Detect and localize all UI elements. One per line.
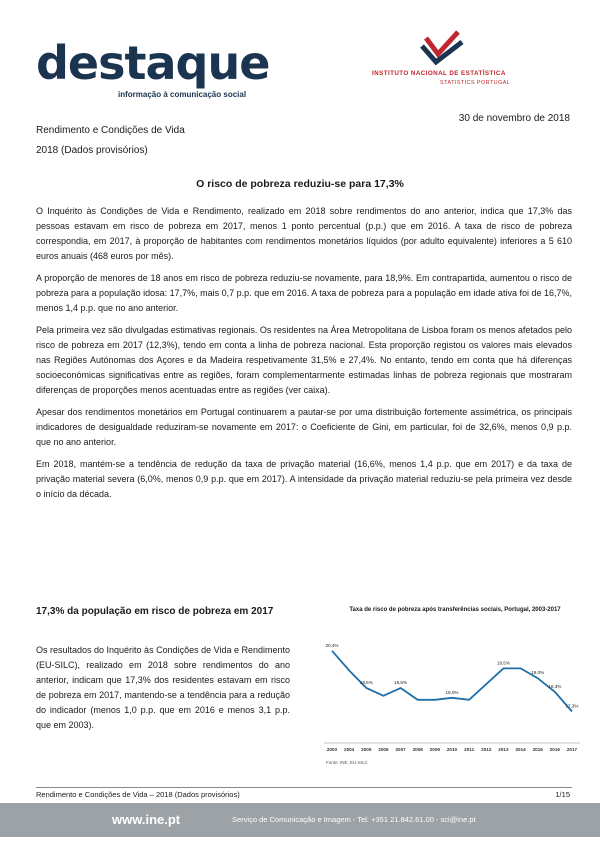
x-tick-label: 2014 [515,747,526,752]
x-tick-label: 2008 [412,747,423,752]
x-tick-label: 2010 [446,747,458,752]
paragraph: O Inquérito às Condições de Vida e Rendimento, realizado em 2018 sobre rendimentos do ano anterior, indica que 17,3% das pessoas estavam em risco de pobreza em 2017, menos 1 ponto percentual (p.p.) que em 2016. A taxa de risco de pobreza correspondia, em 2017, à proporção de habitantes com rendimentos monetários líquidos (por adulto equivalente) inferiores a 5 610 euros anuais (468 euros por mês). [36,206,572,261]
ine-emblem-icon [420,28,464,68]
x-tick-label: 2013 [498,747,509,752]
data-label: 18,5% [359,680,373,685]
data-label: 19,5% [496,660,510,666]
x-tick-label: 2015 [532,747,543,752]
x-tick-label: 2009 [429,747,440,752]
institute-name: INSTITUTO NACIONAL DE ESTATÍSTICA [372,70,506,77]
x-tick-label: 2016 [549,747,560,752]
poverty-rate-line-chart [310,625,590,765]
footer-publication: Rendimento e Condições de Vida – 2018 (Dados provisórios) [36,790,240,799]
paragraph: Pela primeira vez são divulgadas estimativas regionais. Os residentes na Área Metropolitana de Lisboa foram os menos afetados pelo risco de pobreza em 2017 (12,3%), tendo em conta a linha de pobreza nacional. Esta proporção registou os valores mais elevados nas Regiões Autónomas dos Açores e da Madeira respetivamente 31,5% e 27,4%. No entanto, tendo em conta que há diferenças socioeconómicas significativas entre as regiões, foram complementarmente estimadas linhas de pobreza regionais que mostraram diferenças de proporções menos acentuadas entre as regiões (ver caixa). [36,325,572,395]
publication-subtitle: 2018 (Dados provisórios) [36,145,148,156]
chart-source: Fonte: INE, EU-SILC [326,760,368,765]
headline: O risco de pobreza reduziu-se para 17,3% [196,178,404,190]
footer-url-link[interactable]: www.ine.pt [112,812,181,827]
x-tick-label: 2017 [566,747,578,752]
footer-bar [0,803,600,837]
destaque-logo: destaque [36,36,270,90]
footer-contact: Serviço de Comunicação e Imagem - Tel: +351 21.842.61.00 - sci@ine.pt [232,815,476,824]
body-text [36,204,572,509]
data-label: 18,5% [394,680,408,685]
x-tick-label: 2011 [464,747,475,752]
publication-title: Rendimento e Condições de Vida [36,125,185,136]
data-label: 18,3% [548,683,562,689]
x-tick-label: 2003 [326,747,338,752]
data-label: 17,3% [565,703,579,709]
section-title: 17,3% da população em risco de pobreza em 2017 [36,606,274,617]
section-text [36,643,290,733]
page-number: 1/15 [555,790,570,799]
x-tick-label: 2006 [378,747,389,752]
page-header [0,0,600,108]
x-tick-label: 2012 [481,747,492,752]
paragraph: A proporção de menores de 18 anos em risco de pobreza reduziu-se novamente, para 18,9%. Em contrapartida, aumentou o risco de pobreza para a população idosa: 17,7%, mais 0,7 p.p. que em 2016. A taxa de pobreza para a população em idade ativa foi de 16,7%, menos 1,4 p.p. que no ano anterior. [36,273,572,313]
logo-tagline: informação à comunicação social [118,90,247,99]
chart-title: Taxa de risco de pobreza após transferências sociais, Portugal, 2003-2017 [349,607,561,613]
footer-divider [36,787,572,788]
data-label: 19,0% [531,670,545,676]
data-label: 18,0% [445,689,459,695]
institute-subtitle: STATISTICS PORTUGAL [440,80,511,86]
x-tick-label: 2007 [395,747,406,752]
section-paragraph: Os resultados do Inquérito às Condições de Vida e Rendimento (EU-SILC), realizado em 2018 sobre rendimentos do ano anterior, indicam que 17,3% dos residentes estavam em risco de pobreza em 2017, mantendo-se a tendência para a redução do indicador (menos 1,0 p.p. que em 2016 e menos 3,1 p.p. que em 2003). [36,645,290,730]
x-tick-label: 2005 [361,747,372,752]
x-tick-label: 2004 [344,747,355,752]
paragraph: Em 2018, mantém-se a tendência de redução da taxa de privação material (16,6%, menos 1,4 p.p. que em 2017) e da taxa de privação material severa (6,0%, menos 0,9 p.p. que em 2017). A intensidade da privação material reduziu-se pela primeira vez desde o início da década. [36,459,572,499]
paragraph: Apesar dos rendimentos monetários em Portugal continuarem a pautar-se por uma distribuição fortemente assimétrica, os principais indicadores de desigualdade reduziram-se novamente em 2017: o Coeficiente de Gini, em particular, foi de 32,6%, menos 0,9 p.p. que no ano anterior. [36,407,572,447]
publication-date: 30 de novembro de 2018 [458,113,570,124]
data-label: 20,4% [325,642,339,648]
